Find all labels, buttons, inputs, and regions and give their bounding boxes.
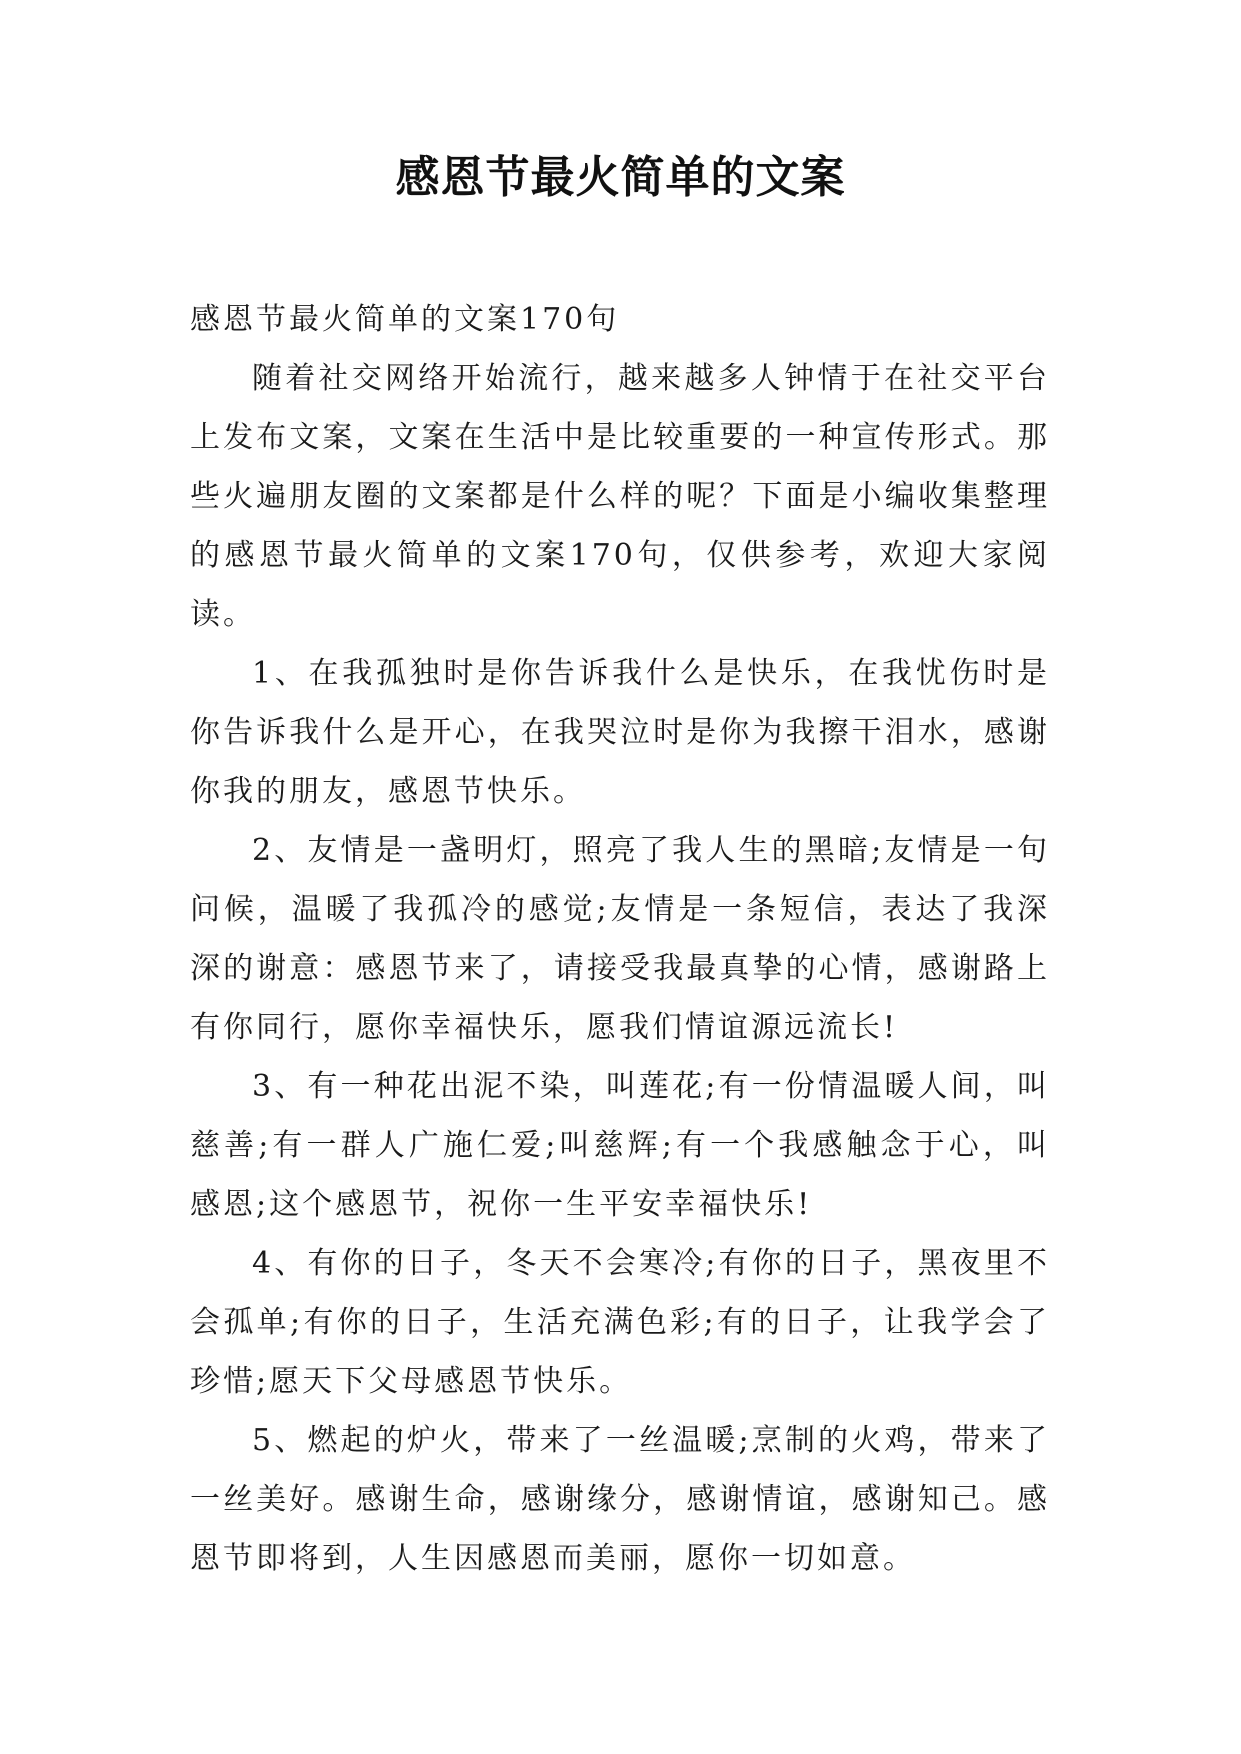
list-item: 5、燃起的炉火，带来了一丝温暖;烹制的火鸡，带来了一丝美好。感谢生命，感谢缘分，感谢情谊，感谢知己。感恩节即将到，人生因感恩而美丽，愿你一切如意。 [190, 1423, 1050, 1576]
document-subtitle: 感恩节最火简单的文案170句 [190, 302, 620, 337]
intro-paragraph: 随着社交网络开始流行，越来越多人钟情于在社交平台上发布文案，文案在生活中是比较重要的一种宣传形式。那些火遍朋友圈的文案都是什么样的呢？下面是小编收集整理的感恩节最火简单的文案170句，仅供参考，欢迎大家阅读。 [190, 361, 1050, 632]
document-body [190, 290, 1050, 1588]
list-item: 2、友情是一盏明灯，照亮了我人生的黑暗;友情是一句问候，温暖了我孤冷的感觉;友情是一条短信，表达了我深深的谢意：感恩节来了，请接受我最真挚的心情，感谢路上有你同行，愿你幸福快乐，愿我们情谊源远流长! [190, 833, 1050, 1045]
list-item: 3、有一种花出泥不染，叫莲花;有一份情温暖人间，叫慈善;有一群人广施仁爱;叫慈辉;有一个我感触念于心，叫感恩;这个感恩节，祝你一生平安幸福快乐! [190, 1069, 1050, 1222]
list-item: 1、在我孤独时是你告诉我什么是快乐，在我忧伤时是你告诉我什么是开心，在我哭泣时是你为我擦干泪水，感谢你我的朋友，感恩节快乐。 [190, 656, 1050, 809]
list-item: 4、有你的日子，冬天不会寒冷;有你的日子，黑夜里不会孤单;有你的日子，生活充满色彩;有的日子，让我学会了珍惜;愿天下父母感恩节快乐。 [190, 1246, 1050, 1399]
page-title: 感恩节最火简单的文案 [395, 152, 846, 203]
